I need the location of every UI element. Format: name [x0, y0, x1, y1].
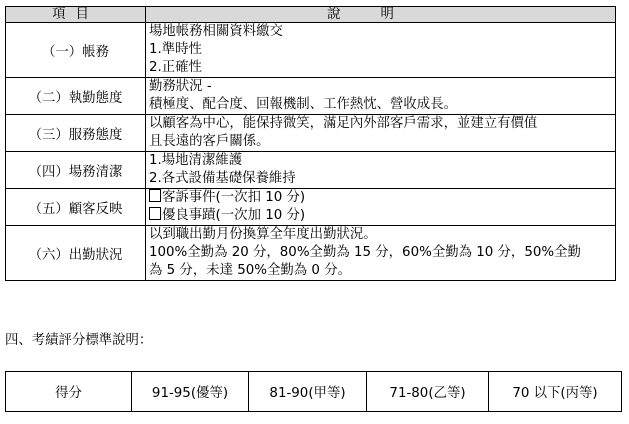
- evaluation-items-table: [5, 6, 616, 281]
- item-name-attendance: （六）出勤狀況: [6, 226, 146, 281]
- commendation-label: 優良事蹟(一次加 10 分): [162, 208, 306, 223]
- description-line: 場地帳務相關資料繳交: [149, 24, 283, 39]
- item-description: [146, 78, 616, 115]
- description-line: 積極度、配合度、回報機制、工作熱忱、營收成長。: [149, 97, 457, 112]
- table-row: [6, 115, 616, 152]
- description-line: 以顧客為中心，能保持微笑，滿足內外部客戶需求，並建立有價值: [149, 116, 538, 131]
- item-name-accounts: （一）帳務: [6, 23, 146, 78]
- table-row: [6, 78, 616, 115]
- description-line: 以到職出勤月份換算全年度出勤狀況。: [149, 227, 377, 242]
- grade-excellent-cell: 91-95(優等): [132, 372, 249, 412]
- section-heading: 四、考績評分標準說明：: [5, 333, 153, 348]
- grade-a-cell: 81-90(甲等): [249, 372, 367, 412]
- checkbox-icon: [149, 207, 161, 220]
- checkbox-icon: [149, 189, 161, 202]
- description-line: 100%全勤為 20 分，80%全勤為 15 分，60%全勤為 10 分，50%全勤: [149, 245, 581, 260]
- score-standard-table: [5, 371, 622, 412]
- description-line: 且長遠的客戶關係。: [149, 134, 270, 149]
- item-name-service-attitude: （三）服務態度: [6, 115, 146, 152]
- grade-b-cell: 71-80(乙等): [367, 372, 489, 412]
- table-row: [6, 189, 616, 226]
- item-description: [146, 115, 616, 152]
- description-line: [149, 189, 615, 207]
- description-line: 1.場地清潔維護: [149, 153, 243, 168]
- complaint-label: 客訴事件(一次扣 10 分): [162, 190, 306, 205]
- description-line: 為 5 分，未達 50%全勤為 0 分。: [149, 263, 351, 278]
- item-description: [146, 152, 616, 189]
- table-row: [6, 226, 616, 281]
- item-name-duty-attitude: （二）執勤態度: [6, 78, 146, 115]
- header-item: 項目: [6, 7, 146, 23]
- item-name-customer-feedback: （五）顧客反映: [6, 189, 146, 226]
- description-line: 2.各式設備基礎保養維持: [149, 171, 296, 186]
- description-line: [149, 207, 615, 225]
- header-description: 說明: [146, 7, 616, 23]
- table-row: [6, 152, 616, 189]
- description-line: 勤務狀況 -: [149, 79, 212, 94]
- table-header-row: [6, 7, 616, 23]
- item-name-cleaning: （四）場務清潔: [6, 152, 146, 189]
- table-row: [6, 372, 622, 412]
- item-description: [146, 189, 616, 226]
- table-row: [6, 23, 616, 78]
- item-description: [146, 23, 616, 78]
- grade-c-cell: 70 以下(丙等): [489, 372, 622, 412]
- description-line: 2.正確性: [149, 60, 202, 75]
- item-description: [146, 226, 616, 281]
- description-line: 1.準時性: [149, 42, 202, 57]
- score-label-cell: 得分: [6, 372, 132, 412]
